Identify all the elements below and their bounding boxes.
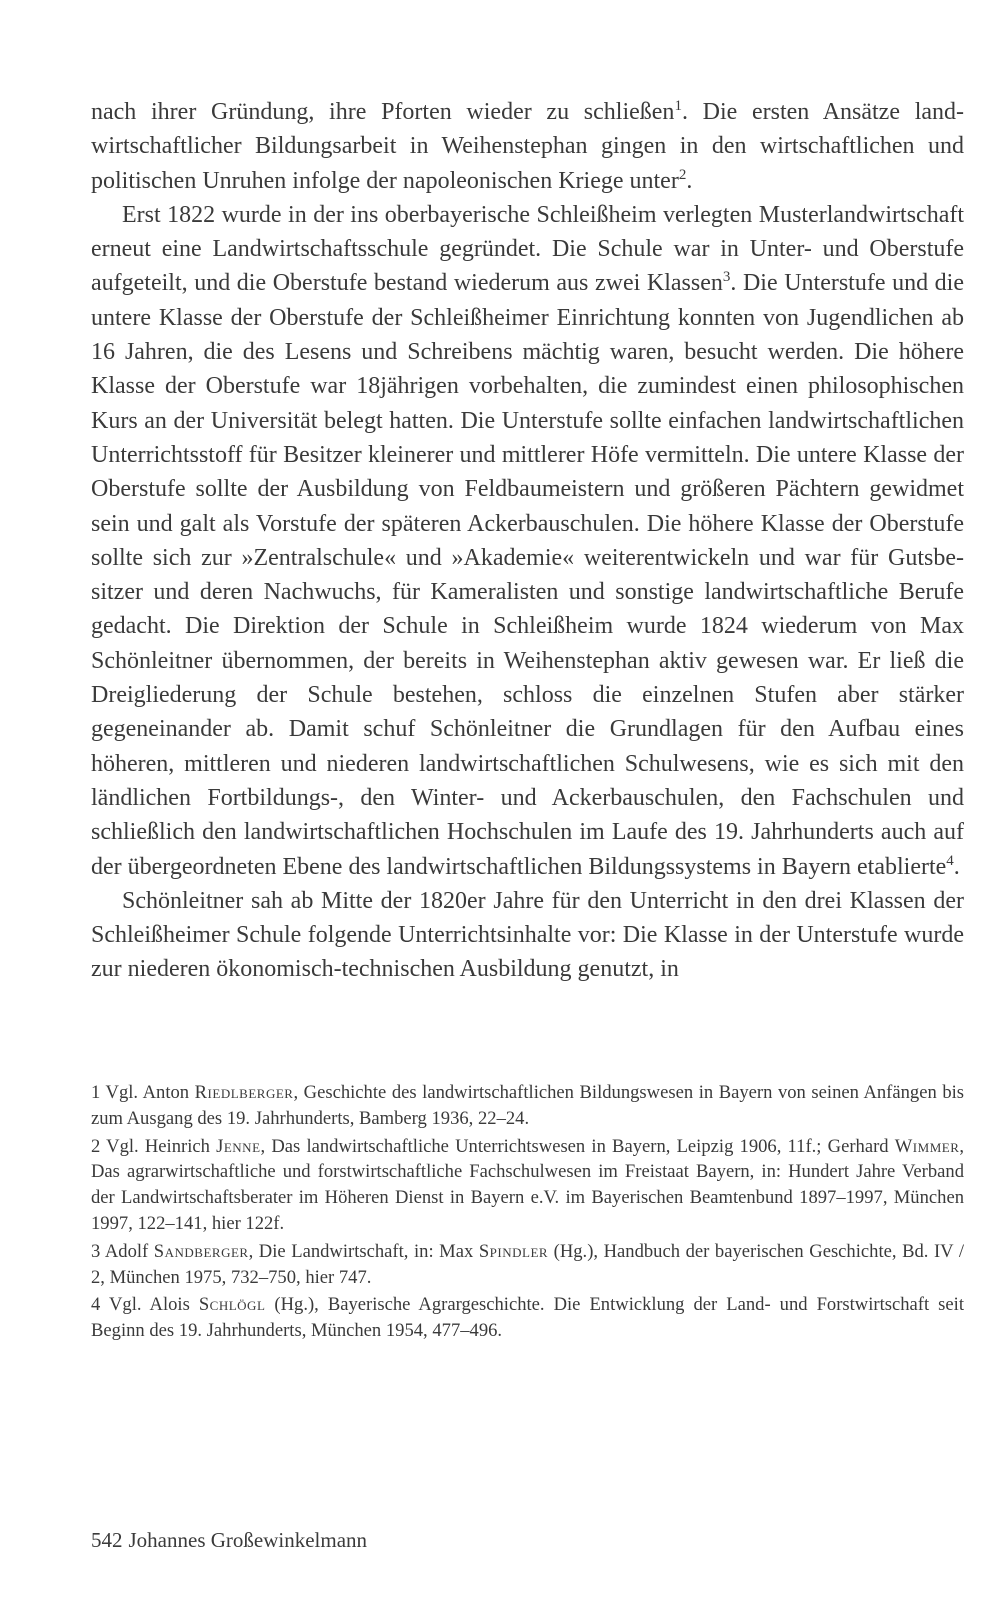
footnote-number: 3 <box>91 1240 101 1262</box>
footnote-author: Wimmer <box>894 1135 960 1157</box>
page-number: 542 <box>91 1528 123 1552</box>
footnote-author: Jenne <box>216 1135 261 1157</box>
footnote-author: Sandberger <box>153 1240 249 1262</box>
footnote-2: 2 Vgl. Heinrich Jenne, Das landwirtschaftliche Unterrichtswesen in Bayern, Leipzig 1906, 11f.; Gerhard Wimmer, Das agrarwirtschaftliche und forstwirtschaftliche Fachschulwesen im Freistaat Bayern, in: Hundert Jahre Verband der Landwirtschaftsberater im Höheren Dienst in Bayern e.V. im Bayerischen Beamtenbund 1897–1997, München 1997, 122–141, hier 122f. <box>91 1135 965 1234</box>
footnote-ref-1[interactable]: 1 <box>674 98 682 114</box>
footnotes <box>91 1080 964 1346</box>
paragraph-2: Erst 1822 wurde in der ins oberbayerische Schleißheim verlegten Musterlandwirtschaft erneut eine Landwirtschaftsschule gegründet. Die Schule war in Unter- und Oberstufe aufgeteilt, und die Oberstufe bestand wiederum aus zwei Klassen$^3$. Die Unterstufe und die untere Klasse der Oberstufe der Schleißheimer Einrichtung konnten von Jugendlichen ab 16 Jahren, die des Lesens und Schreibens mächtig waren, besucht werden. Die höhere Klasse der Oberstufe war 18jährigen vorbehalten, die zumindest einen philosophischen Kurs an der Universität belegt hatten. Die Unterstufe sollte einfachen landwirtschaftlichen Unterrichtsstoff für Besitzer kleinerer und mittlerer Höfe vermitteln. Die untere Klasse der Oberstufe sollte der Ausbildung von Feldbaumeistern und größeren Pächtern gewidmet sein und galt als Vorstufe der späteren Ackerbauschulen. Die höhere Klasse der Oberstufe sollte sich zur »Zentralschule« und »Akademie« weiterentwickeln und war für Gutsbesitzer und deren Nachwuchs, für Kameralisten und sonstige landwirtschaftliche Berufe gedacht. Die Direktion der Schule in Schleißheim wurde 1824 wiederum von Max Schönleitner übernommen, der bereits in Weihenstephan aktiv gewesen war. Er ließ die Dreigliederung der Schule bestehen, schloss die einzelnen Stufen aber stärker gegeneinander ab. Damit schuf Schönleitner die Grundlagen für den Aufbau eines höheren, mittleren und niederen landwirtschaftlichen Schulwesens, wie es sich mit den ländlichen Fortbildungs-, den Winter- und Ackerbauschulen, den Fachschulen und schließlich den landwirtschaftlichen Hochschulen im Laufe des 19. Jahrhunderts auch auf der übergeordneten Ebene des landwirtschaftlichen Bildungssystems in Bayern etablierte$^4$. <box>91 201 964 880</box>
footnote-author: Spindler <box>478 1240 549 1262</box>
footnote-number: 2 <box>91 1135 101 1157</box>
footnote-number: 1 <box>91 1082 101 1103</box>
paragraph-1: nach ihrer Gründung, ihre Pforten wieder zu schließen$^1$. Die ersten Ansätze landwirtschaftlicher Bildungsarbeit in Weihenstephan gingen in den wirtschaftlichen und politischen Unruhen infolge der napoleonischen Kriege unter$^2$. <box>91 98 965 194</box>
footnote-4: 4 Vgl. Alois Schlögl (Hg.), Bayerische Agrargeschichte. Die Entwicklung der Land- und Forstwirtschaft seit Beginn des 19. Jahrhunderts, München 1954, 477–496. <box>91 1294 964 1342</box>
footnote-ref-3[interactable]: 3 <box>722 269 731 286</box>
footnote-number: 4 <box>91 1294 101 1316</box>
running-author: Johannes Großewinkelmann <box>128 1528 368 1552</box>
paragraph-3: Schönleitner sah ab Mitte der 1820er Jahre für den Unterricht in den drei Klassen der Schleißheimer Schule folgende Unterrichtsinhalte vor: Die Klasse in der Unterstufe wurde zur niederen ökonomisch-technischen Ausbildung genutzt, in <box>91 887 964 983</box>
footnote-author: Schlögl <box>198 1294 266 1316</box>
footnote-author: Riedlberger <box>194 1082 294 1103</box>
page-footer <box>91 1527 367 1553</box>
main-text <box>91 95 964 987</box>
footnote-1: 1 Vgl. Anton Riedlberger, Geschichte des landwirtschaftlichen Bildungswesen in Bayern von seinen Anfängen bis zum Ausgang des 19. Jahrhunderts, Bamberg 1936, 22–24. <box>91 1082 965 1129</box>
footnote-ref-4[interactable]: 4 <box>946 852 954 869</box>
footnote-3: 3 Adolf Sandberger, Die Landwirtschaft, in: Max Spindler (Hg.), Handbuch der bayerischen Geschichte, Bd. IV / 2, München 1975, 732–750, hier 747. <box>91 1240 965 1288</box>
footnote-ref-2[interactable]: 2 <box>678 166 687 183</box>
